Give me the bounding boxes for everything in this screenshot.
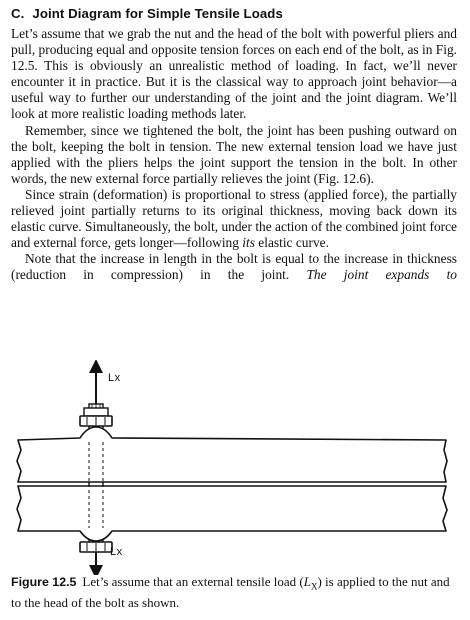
paragraph-3-text-b: elastic curve.	[254, 235, 329, 251]
figure-caption	[11, 574, 457, 611]
caption-subscript: X	[310, 581, 318, 592]
caption-symbol: L	[303, 574, 311, 589]
caption-figure-label: Figure 12.5	[11, 575, 77, 589]
paragraph-4-emphasis: The joint expands to	[306, 267, 457, 283]
figure-12-5-joint-diagram	[0, 360, 470, 575]
bolt-head	[80, 542, 112, 552]
paragraph-3-text-a: Since strain (deformation) is proportional to stress (applied force), the partially relieved joint partially returns to its original thickness, moving back down its elastic curve. Simultaneously, the bolt, under the action of the combined joint force and external force, gets longer—following	[11, 186, 457, 251]
paragraph-4-text: Note that the increase in length in the bolt is equal to the increase in thickness (reduction in compression) in the joint.	[11, 251, 457, 283]
section-number: C.	[11, 6, 25, 21]
section-heading	[11, 6, 283, 21]
top-load-label: Lx	[108, 372, 121, 384]
body-text	[11, 26, 457, 284]
caption-text-a: Let’s assume that an external tensile load (	[82, 574, 304, 589]
paragraph-1: Let’s assume that we grab the nut and the head of the bolt with powerful pliers and pull, producing equal and opposite tension forces on each end of the bolt, as in Fig. 12.5. This is obviously an unrealistic method of loading. In fact, we’ll never encounter it in practice. But it is the classical way to approach joint behavior—a useful way to further our understanding of the joint and the joint diagram. We’ll look at more realistic loading methods later.	[11, 26, 457, 122]
paragraph-2: Remember, since we tightened the bolt, the joint has been pushing outward on the bolt, keeping the bolt in tension. The new external tension load we have just applied with the pliers helps the joint support the tension in the bolt. In other words, the new external force partially relieves the joint (Fig. 12.6).	[11, 122, 457, 186]
bolted-joint-illustration	[0, 360, 470, 575]
paragraph-4	[11, 251, 457, 283]
caption-text-b: ) is applied to the nut and to the head of the bolt as shown.	[11, 574, 450, 610]
section-title: Joint Diagram for Simple Tensile Loads	[32, 6, 283, 21]
lower-plate	[17, 486, 447, 541]
nut	[80, 408, 112, 426]
paragraph-3-emphasis: its	[242, 235, 255, 251]
paragraph-3	[11, 187, 457, 251]
upper-plate	[17, 427, 447, 482]
bottom-load-label: Lx	[110, 546, 123, 558]
